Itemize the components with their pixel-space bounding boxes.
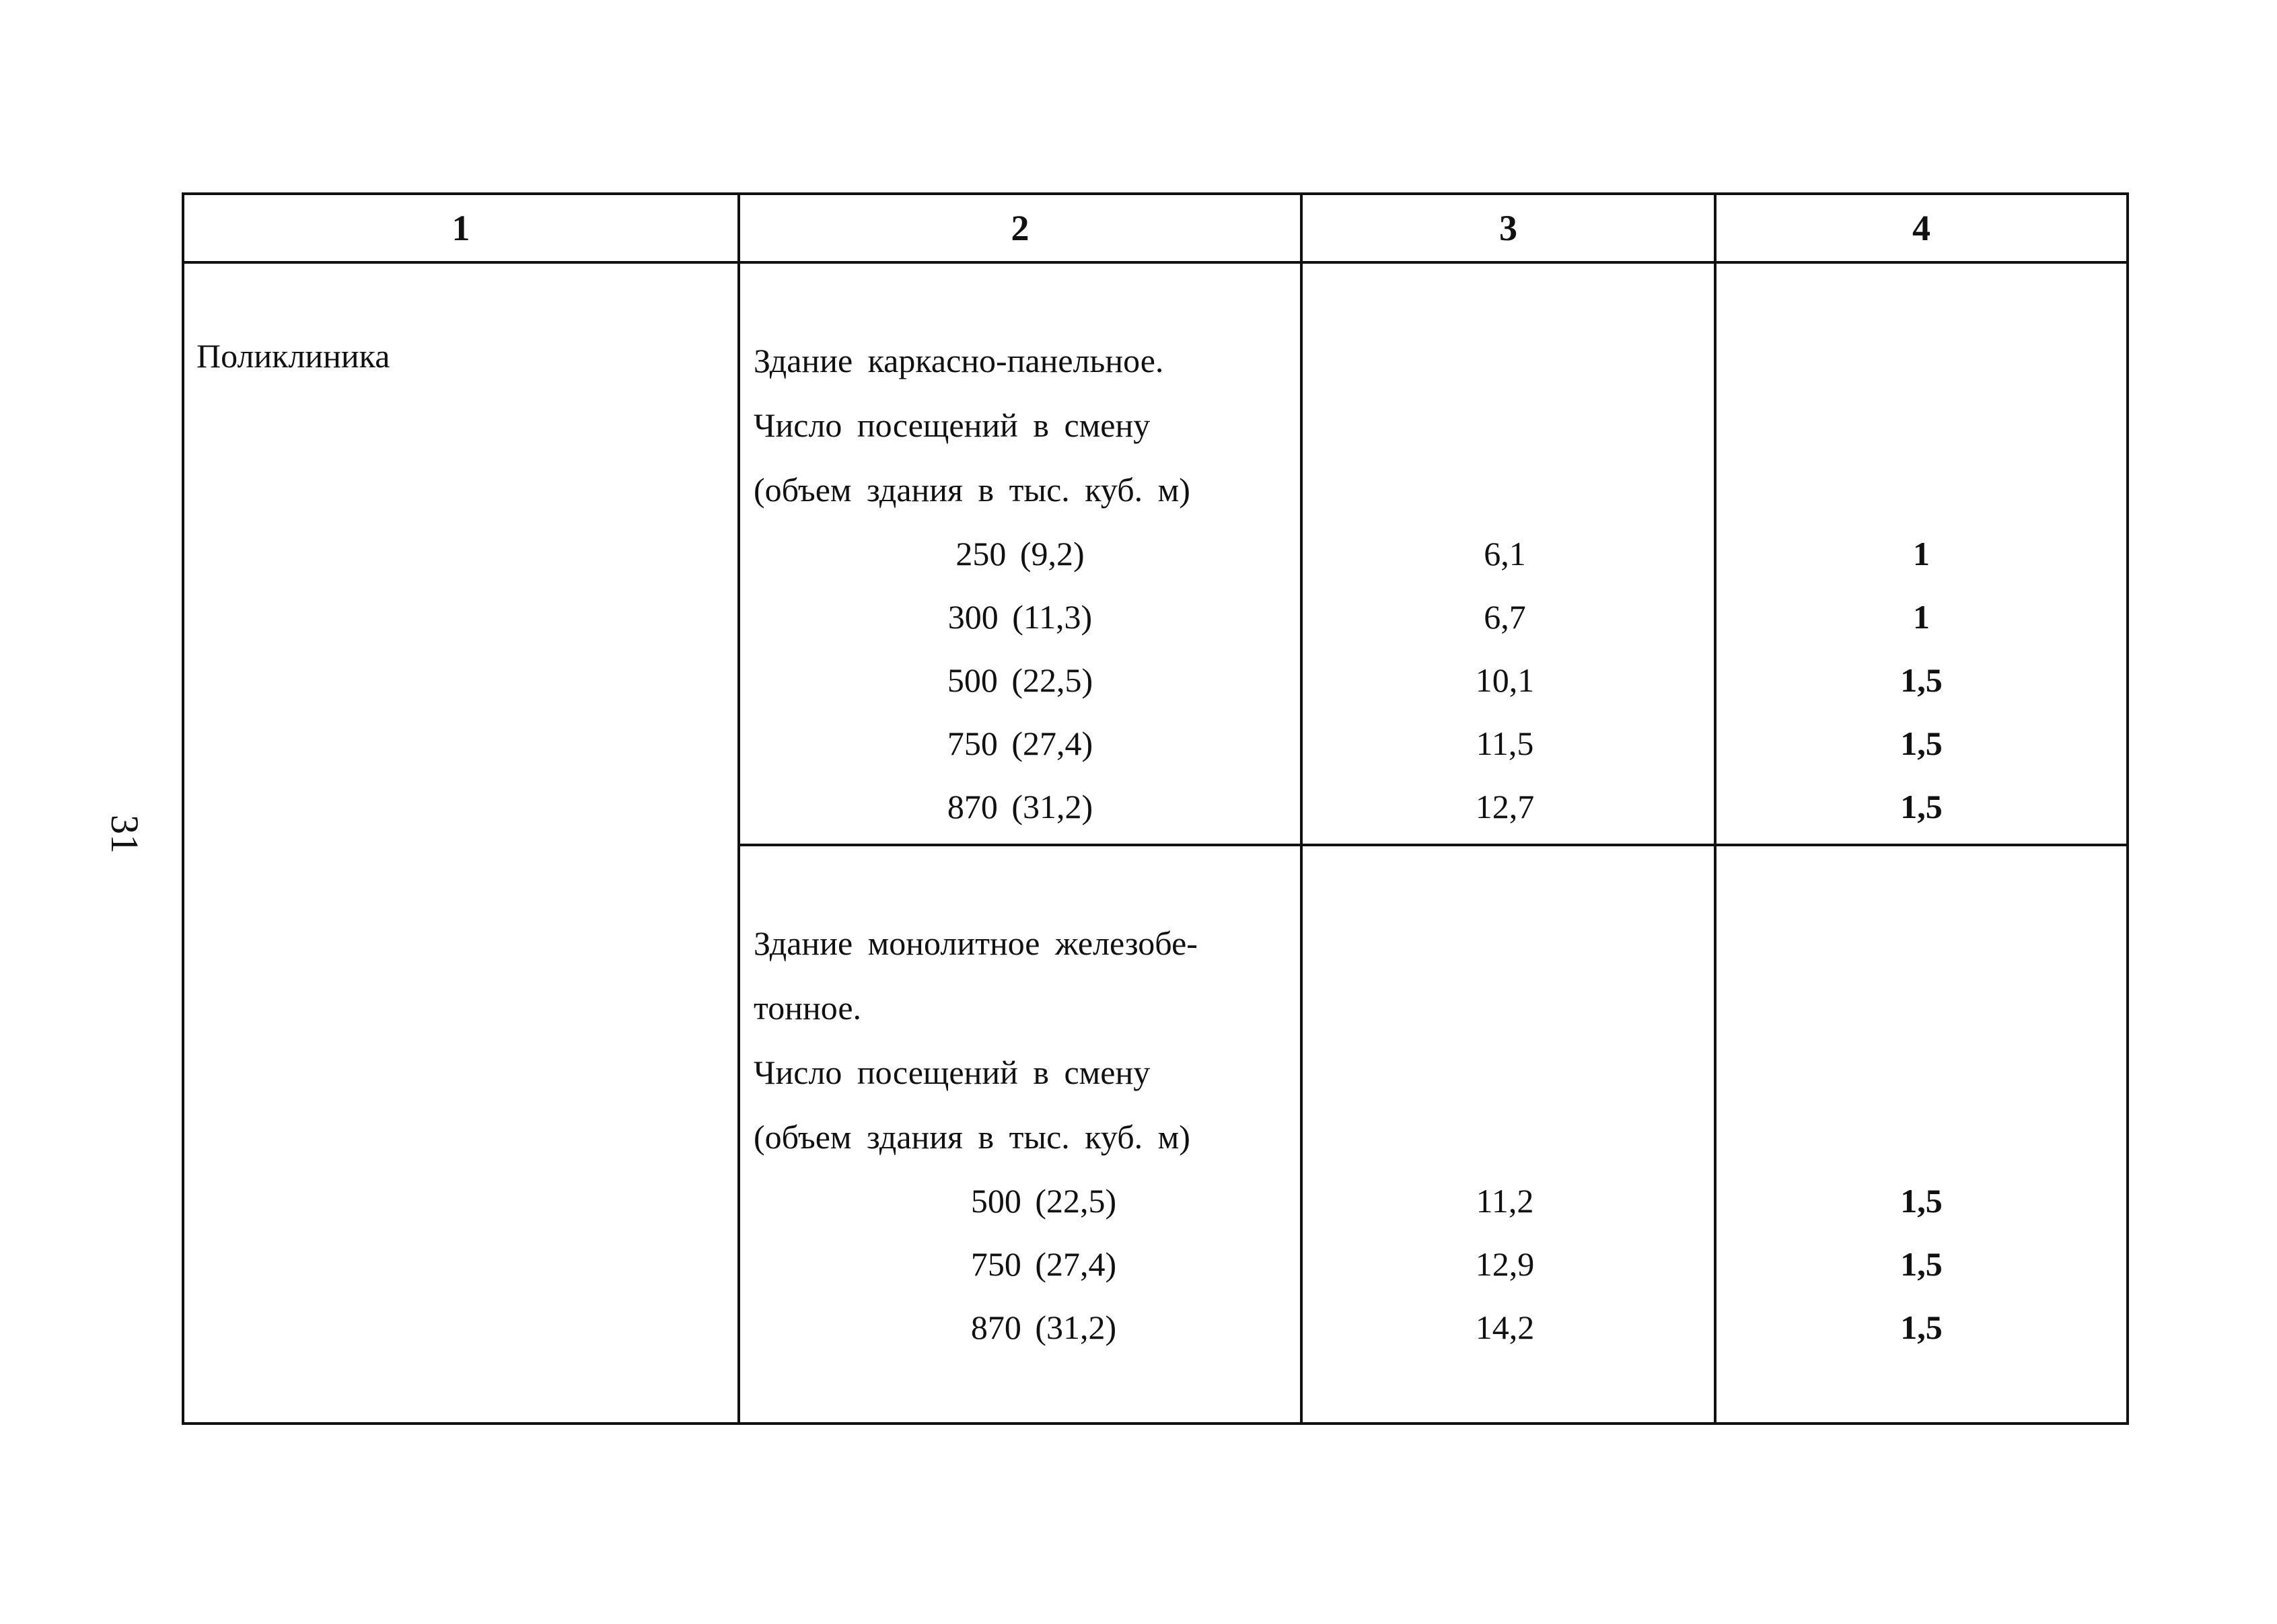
section-1-capacity-2: 300 (11,3): [947, 598, 1093, 636]
section-2-capacity-1: 500 (22,5): [970, 1182, 1117, 1220]
section-1-col4-cell: [1715, 262, 2128, 845]
section-1-col3-value-4: 11,5: [1476, 725, 1534, 762]
section-2-desc-line-1: Здание монолитное железобе-: [754, 924, 1198, 962]
data-table: [182, 192, 2129, 1425]
column-header-3: 3: [1301, 194, 1715, 262]
object-type-cell: [183, 262, 739, 1424]
section-1-col3-value-3: 10,1: [1475, 661, 1535, 699]
section-1-desc-line-1: Здание каркасно-панельное.: [754, 342, 1164, 379]
section-2-col4-value-1: 1,5: [1900, 1182, 1943, 1220]
section-1-capacity-4: 750 (27,4): [947, 725, 1093, 762]
section-2-col3-value-3: 14,2: [1475, 1308, 1535, 1346]
section-1-capacity-5: 870 (31,2): [947, 788, 1093, 825]
section-2-col4-value-2: 1,5: [1900, 1245, 1943, 1283]
section-2-capacity-2: 750 (27,4): [970, 1245, 1117, 1283]
section-1-col4-value-5: 1,5: [1900, 788, 1943, 825]
column-header-1: 1: [183, 194, 739, 262]
section-1-capacity-3: 500 (22,5): [947, 661, 1093, 699]
section-1-desc-line-2: Число посещений в смену: [754, 406, 1151, 444]
section-2-desc-line-3: Число посещений в смену: [754, 1054, 1151, 1091]
section-1-col3-cell: [1301, 262, 1715, 845]
section-2-col4-cell: [1715, 845, 2128, 1424]
section-2-desc-line-4: (объем здания в тыс. куб. м): [754, 1118, 1190, 1156]
section-2-description-cell: [739, 845, 1301, 1424]
object-type-label: Поликлиника: [196, 337, 390, 375]
section-1-col3-value-1: 6,1: [1484, 535, 1526, 573]
section-1-capacity-1: 250 (9,2): [955, 535, 1085, 573]
section-1-col4-value-4: 1,5: [1900, 725, 1943, 762]
section-1-col3-value-2: 6,7: [1484, 598, 1526, 636]
table-header-row: [183, 194, 2128, 262]
table-row-section-1: [183, 262, 2128, 845]
section-2-col3-cell: [1301, 845, 1715, 1424]
section-2-col4-value-3: 1,5: [1900, 1308, 1943, 1346]
section-2-capacity-3: 870 (31,2): [970, 1308, 1117, 1346]
column-header-4: 4: [1715, 194, 2128, 262]
section-1-description-cell: [739, 262, 1301, 845]
section-1-col3-value-5: 12,7: [1475, 788, 1535, 825]
section-1-col4-value-3: 1,5: [1900, 661, 1943, 699]
section-2-col3-value-2: 12,9: [1475, 1245, 1535, 1283]
section-2-desc-line-2: тонное.: [754, 989, 862, 1027]
section-1-col4-value-2: 1: [1913, 598, 1930, 636]
column-header-2: 2: [739, 194, 1301, 262]
section-1-desc-line-3: (объем здания в тыс. куб. м): [754, 471, 1190, 509]
section-2-col3-value-1: 11,2: [1476, 1182, 1534, 1220]
section-1-col4-value-1: 1: [1913, 535, 1930, 573]
page-number: 31: [103, 815, 147, 854]
